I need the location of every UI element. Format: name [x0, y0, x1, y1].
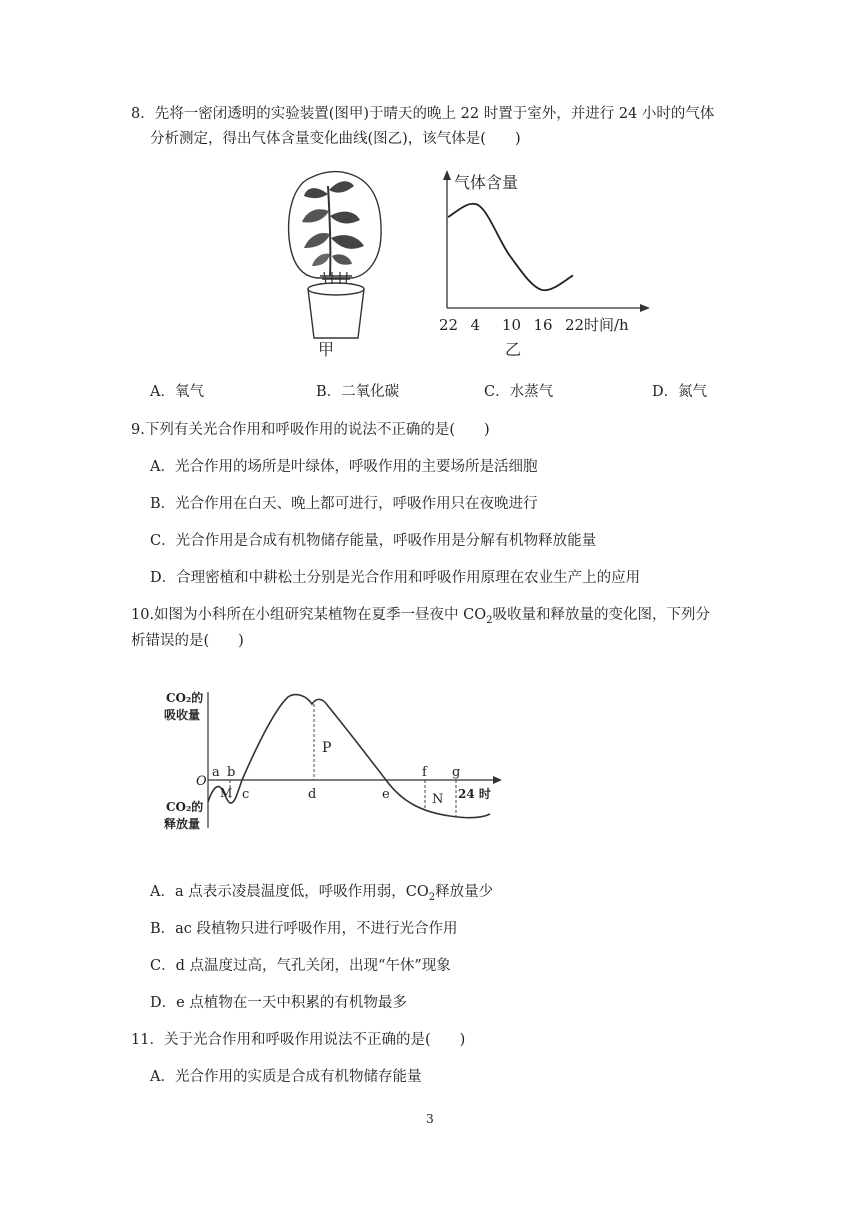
- q10-point-g: g: [452, 765, 461, 780]
- q8-stem-line1: 8．先将一密闭透明的实验装置(图甲)于晴天的晚上 22 时置于室外，并进行 24 小时的气体: [131, 106, 715, 122]
- q10-point-b: b: [227, 765, 236, 780]
- q10-stem-pre: 10.如图为小科所在小组研究某植物在夏季一昼夜中 CO: [131, 607, 487, 623]
- q8-x-tick-label: 4: [470, 316, 481, 334]
- q8-x-axis-label: 时间/h: [584, 316, 629, 334]
- q8-gas-curve: [448, 204, 573, 290]
- q10-stem-sub: 2: [486, 614, 493, 626]
- q10-y-top-label-1: CO₂的: [166, 691, 204, 705]
- q10-option-b[interactable]: B．ac 段植物只进行呼吸作用，不进行光合作用: [150, 921, 458, 937]
- q10-point-e: e: [382, 787, 390, 802]
- q8-option-a[interactable]: A．氧气: [150, 384, 204, 400]
- q8-figure-plant-apparatus: [280, 166, 390, 366]
- q10-region-p: P: [322, 740, 332, 756]
- q8-x-tick-label: 22: [565, 316, 585, 334]
- q8-x-tick-label: 22: [439, 316, 459, 334]
- q8-x-tick-label: 16: [533, 316, 553, 334]
- q9-option-b[interactable]: B．光合作用在白天、晚上都可进行，呼吸作用只在夜晚进行: [150, 496, 538, 512]
- q10-stem-post: 吸收量和释放量的变化图，下列分: [492, 607, 711, 623]
- q10-stem-line1: [131, 605, 710, 631]
- q10-option-a-sub: 2: [428, 891, 436, 903]
- q8-y-axis-arrow: [443, 170, 451, 180]
- q10-y-bottom-label-1: CO₂的: [166, 800, 204, 814]
- q10-region-n: N: [432, 792, 444, 807]
- q8-option-b[interactable]: B．二氧化碳: [316, 384, 400, 400]
- q8-x-tick-label: 10: [502, 316, 522, 334]
- q9-option-c[interactable]: C．光合作用是合成有机物储存能量，呼吸作用是分解有机物释放能量: [150, 533, 597, 549]
- q8-y-axis-label: 气体含量: [454, 173, 519, 192]
- page-number: 3: [426, 1112, 434, 1126]
- q10-stem-line2: 析错误的是( ): [131, 633, 244, 649]
- q9-stem: 9.下列有关光合作用和呼吸作用的说法不正确的是( ): [131, 422, 490, 438]
- q10-y-bottom-label-2: 释放量: [164, 817, 201, 831]
- q10-axis-end-label: 24 时: [458, 787, 491, 801]
- q9-option-a[interactable]: A．光合作用的场所是叶绿体，呼吸作用的主要场所是活细胞: [150, 459, 538, 475]
- q10-co2-chart: [160, 686, 510, 836]
- q10-origin-label: O: [196, 774, 207, 789]
- q8-fig-caption-right: 乙: [505, 340, 522, 359]
- q10-option-d[interactable]: D．e 点植物在一天中积累的有机物最多: [150, 995, 407, 1011]
- q10-co2-curve: [208, 695, 490, 818]
- q10-point-d: d: [308, 787, 317, 802]
- q10-option-c[interactable]: C．d 点温度过高，气孔关闭，出现“午休”现象: [150, 958, 451, 974]
- q8-option-c[interactable]: C．水蒸气: [484, 384, 554, 400]
- q10-option-a-post: 释放量少: [435, 884, 494, 900]
- q8-gas-content-chart: [430, 168, 660, 368]
- q11-option-a[interactable]: A．光合作用的实质是合成有机物储存能量: [150, 1069, 422, 1085]
- q10-region-m: M: [220, 786, 233, 800]
- q10-option-a[interactable]: [150, 882, 493, 908]
- q11-stem: 11．关于光合作用和呼吸作用说法不正确的是( ): [131, 1032, 466, 1048]
- q10-option-a-pre: A．a 点表示凌晨温度低，呼吸作用弱，CO: [150, 884, 429, 900]
- q10-y-top-label-2: 吸收量: [164, 708, 201, 722]
- q8-option-d[interactable]: D．氮气: [652, 384, 708, 400]
- q8-fig-caption-left: 甲: [318, 340, 335, 359]
- q10-x-axis-arrow: [493, 776, 502, 784]
- q8-x-axis-arrow: [640, 304, 650, 312]
- q9-option-d[interactable]: D．合理密植和中耕松土分别是光合作用和呼吸作用原理在农业生产上的应用: [150, 570, 641, 586]
- q10-point-f: f: [422, 765, 427, 780]
- q10-point-c: c: [242, 787, 250, 802]
- q10-point-a: a: [212, 765, 220, 780]
- q8-stem-line2: 分析测定，得出气体含量变化曲线(图乙)，该气体是( ): [150, 131, 521, 147]
